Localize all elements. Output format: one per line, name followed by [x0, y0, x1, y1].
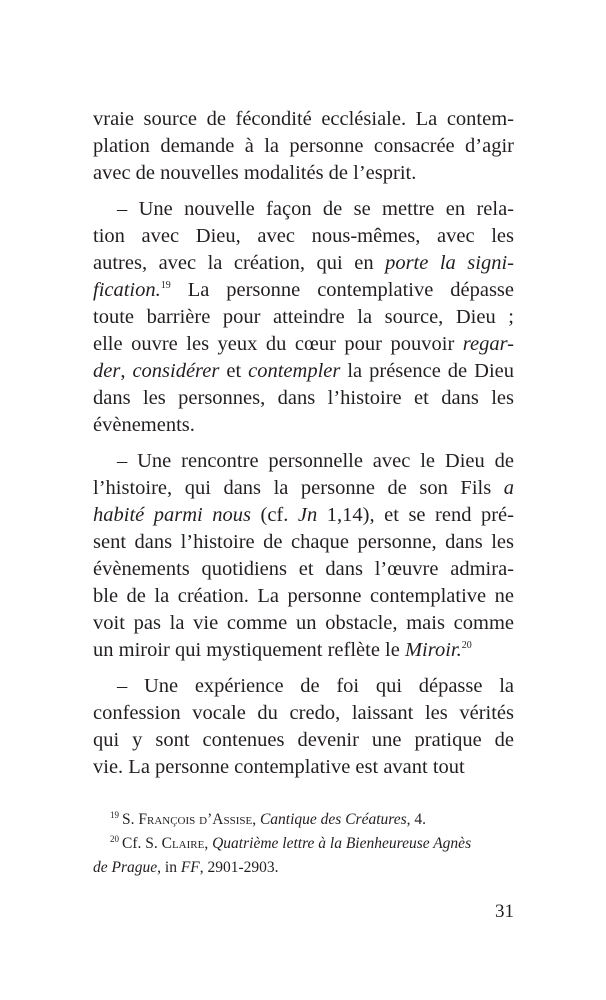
italic-text: contempler: [248, 360, 341, 382]
text: sent dans l’histoire de chaque personne, dans les: [93, 531, 514, 553]
text: et: [219, 360, 249, 382]
italic-text: Quatrième lettre à la Bienheureuse Agnès: [212, 835, 472, 852]
text-line: [93, 475, 514, 502]
text-line: [93, 529, 514, 556]
text-line: [93, 502, 514, 529]
text-line: [93, 250, 514, 277]
italic-text: porte la signi-: [385, 252, 514, 274]
footnote: [93, 832, 514, 880]
text-line: [93, 583, 514, 610]
italic-text: Jn: [297, 504, 318, 526]
text-line: [93, 727, 514, 754]
text-line: [93, 106, 514, 133]
text: un miroir qui mystiquement reflète le: [93, 639, 405, 661]
small-caps-text: Claire: [161, 835, 205, 852]
paragraph: [93, 106, 514, 187]
italic-text: Cantique des Créatures: [259, 811, 407, 828]
text: , in: [157, 859, 181, 876]
text-line: [93, 223, 514, 250]
italic-text: regar-: [462, 333, 514, 355]
footnote: [93, 808, 514, 832]
text-line: [93, 637, 514, 664]
text: dans les personnes, dans l’histoire et dans les: [93, 387, 514, 409]
text-line: [93, 160, 514, 187]
text: ,: [120, 360, 133, 382]
text-line: [93, 385, 514, 412]
footnote-ref: 19: [110, 810, 119, 820]
text: ,: [252, 811, 260, 828]
paragraph: [93, 448, 514, 664]
text-line: [93, 358, 514, 385]
text-line: [93, 754, 514, 781]
text: voit pas la vie comme un obstacle, mais comme: [93, 612, 514, 634]
text-line: [93, 133, 514, 160]
text: elle ouvre les yeux du cœur pour pouvoir: [93, 333, 463, 355]
text-line: [93, 610, 514, 637]
italic-text: Miroir.: [404, 639, 462, 661]
page-number: 31: [495, 901, 514, 922]
text: S.: [122, 811, 139, 828]
text: ble de la création. La personne contemplative ne: [93, 585, 514, 607]
text-line: [93, 331, 514, 358]
body-text: [93, 106, 514, 781]
text-line: [93, 304, 514, 331]
small-caps-text: François d’Assise: [138, 811, 253, 828]
footnote-ref: 19: [160, 280, 171, 291]
italic-text: de Prague: [93, 859, 158, 876]
text: , 4.: [406, 811, 426, 828]
text: vraie source de fécondité ecclésiale. La contem-: [93, 108, 514, 130]
paragraph: [93, 196, 514, 439]
text: évènements quotidiens et dans l’œuvre admira-: [93, 558, 514, 580]
footnote-line: [93, 832, 514, 856]
text-line: [93, 700, 514, 727]
text: Cf. S.: [122, 835, 162, 852]
italic-text: considérer: [132, 360, 220, 382]
footnote-ref: 20: [110, 834, 119, 844]
text: qui y sont contenues devenir une pratique de: [93, 729, 514, 751]
text: avec de nouvelles modalités de l’esprit.: [93, 162, 417, 184]
text: toute barrière pour atteindre la source, Dieu ;: [93, 306, 514, 328]
text: ,: [204, 835, 213, 852]
text: , 2901-2903.: [199, 859, 279, 876]
text-line: [93, 412, 514, 439]
text-line: [93, 277, 514, 304]
text: vie. La personne contemplative est avant tout: [93, 756, 465, 778]
text: 1,14), et se rend pré-: [317, 504, 514, 526]
text-line: [93, 556, 514, 583]
text: la présence de Dieu: [340, 360, 514, 382]
text: tion avec Dieu, avec nous-mêmes, avec les: [93, 225, 514, 247]
text: (cf.: [250, 504, 298, 526]
text-line: [93, 673, 514, 700]
paragraph: [93, 673, 514, 781]
text: – Une rencontre personnelle avec le Dieu de: [117, 450, 514, 472]
italic-text: der: [93, 360, 121, 382]
text: évènements.: [93, 414, 195, 436]
footnote-line: [93, 808, 514, 832]
italic-text: a: [503, 477, 514, 499]
text-line: [93, 196, 514, 223]
footnotes: [93, 808, 514, 880]
text: confession vocale du credo, laissant les vérités: [93, 702, 514, 724]
text: l’histoire, qui dans la personne de son Fils: [93, 477, 504, 499]
text: – Une expérience de foi qui dépasse la: [117, 675, 514, 697]
text: plation demande à la personne consacrée d’agir: [93, 135, 514, 157]
italic-text: habité parmi nous: [93, 504, 251, 526]
text: – Une nouvelle façon de se mettre en rela-: [117, 198, 514, 220]
text-line: [93, 448, 514, 475]
footnote-line: [93, 856, 514, 880]
footnote-ref: 20: [461, 640, 472, 651]
italic-text: fication.: [93, 279, 161, 301]
text: autres, avec la création, qui en: [93, 252, 386, 274]
italic-text: FF: [180, 859, 200, 876]
text: La personne contemplative dépasse: [170, 279, 514, 301]
